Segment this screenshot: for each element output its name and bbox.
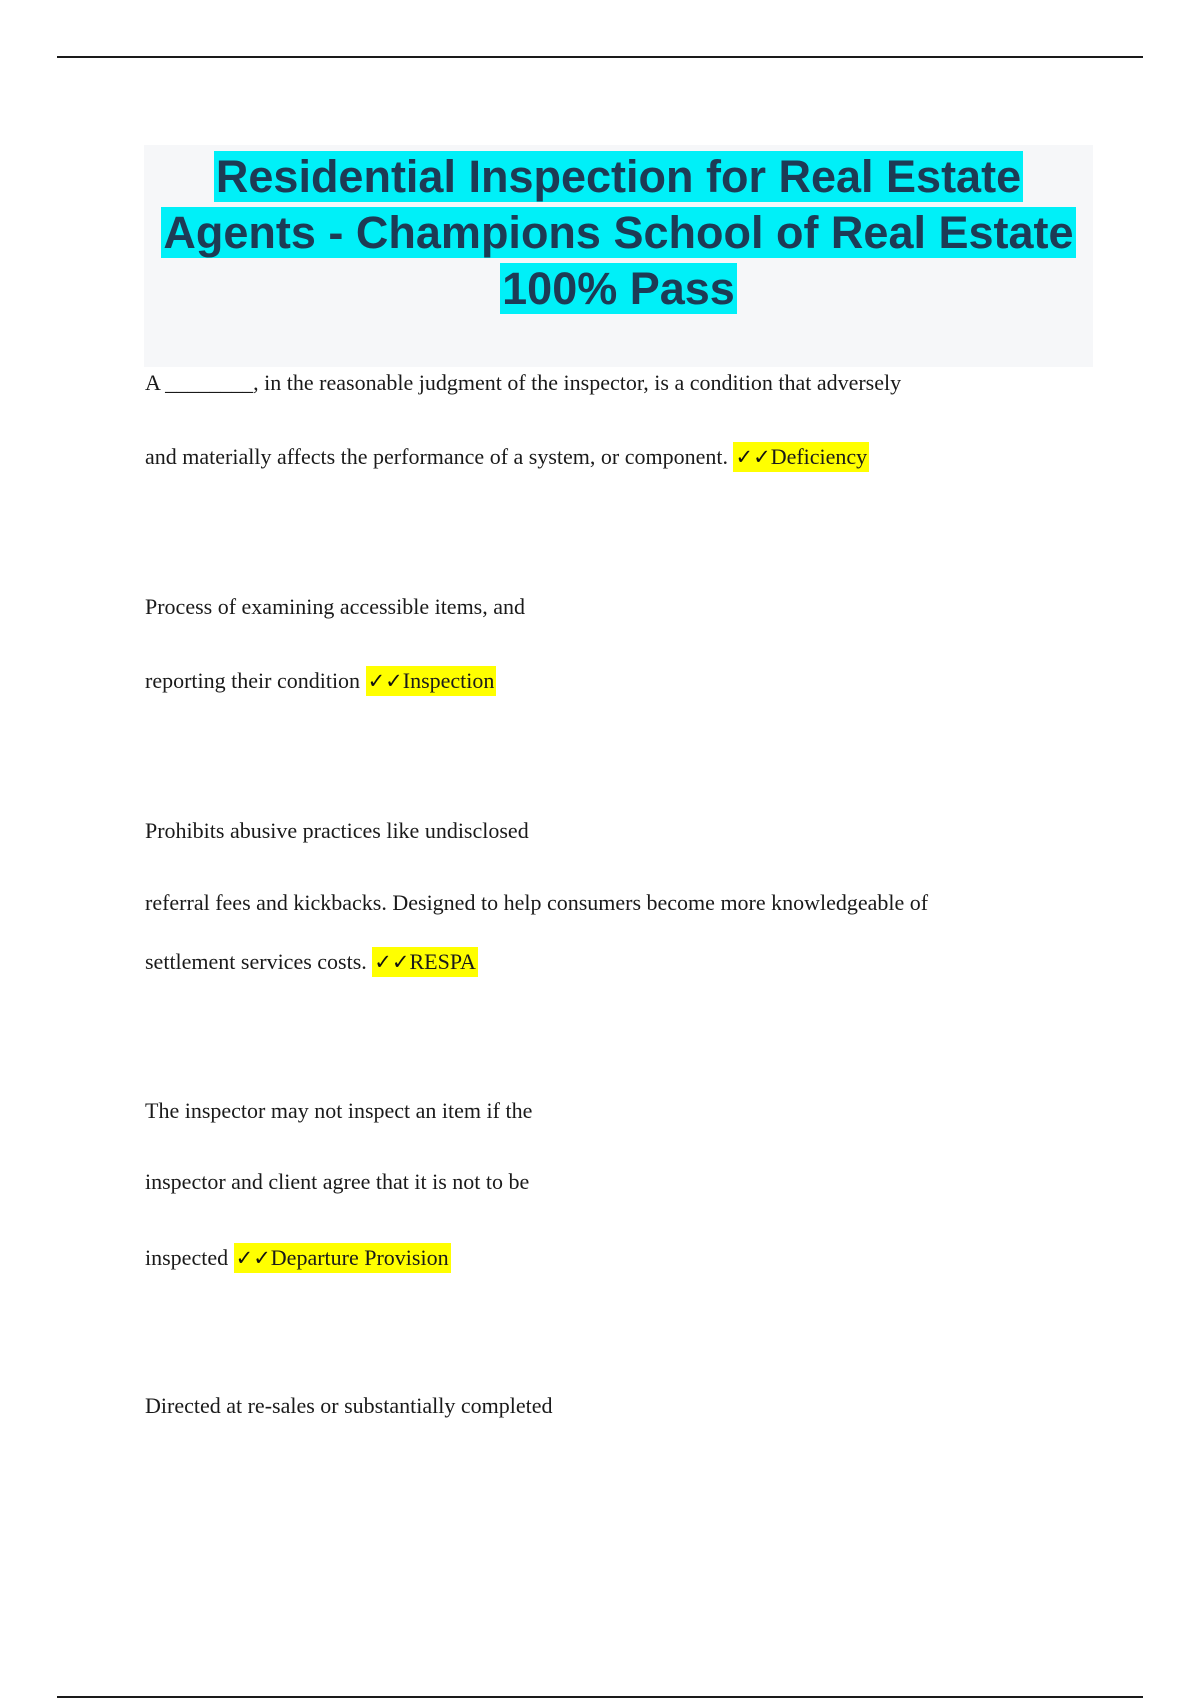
answer-text: RESPA [409, 949, 476, 974]
double-check-icon: ✓✓ [374, 950, 410, 974]
answer-departure-provision [234, 1243, 451, 1273]
answer-deficiency [733, 442, 869, 472]
document-title [144, 145, 1093, 317]
question-4-line-1: The inspector may not inspect an item if the [145, 1098, 533, 1123]
question-1-line-1: A ________, in the reasonable judgment of the inspector, is a condition that adversely [145, 370, 902, 395]
answer-text: Inspection [402, 668, 495, 693]
answer-text: Departure Provision [270, 1245, 449, 1270]
double-check-icon: ✓✓ [735, 445, 771, 469]
question-1-line-2 [145, 442, 869, 472]
title-text: Residential Inspection for Real Estate Agents - Champions School of Real Estate 100% Pass [163, 151, 1074, 314]
question-4-line-2: inspector and client agree that it is not to be [145, 1169, 530, 1194]
title-box [144, 145, 1093, 367]
question-5-line-1: Directed at re-sales or substantially completed [145, 1393, 553, 1418]
answer-inspection [366, 666, 497, 696]
answer-text: Deficiency [770, 444, 868, 469]
question-3-line-3-text: settlement services costs. [145, 949, 373, 974]
question-2-line-2-text: reporting their condition [145, 668, 366, 693]
bottom-rule [57, 1696, 1143, 1698]
top-rule [57, 56, 1143, 58]
double-check-icon: ✓✓ [235, 1246, 271, 1270]
question-4-line-3 [145, 1243, 451, 1273]
double-check-icon: ✓✓ [367, 669, 403, 693]
question-3-line-1: Prohibits abusive practices like undisclosed [145, 818, 529, 843]
question-4-line-3-text: inspected [145, 1245, 234, 1270]
question-1-line-2-text: and materially affects the performance of a system, or component. [145, 444, 734, 469]
question-2-line-2 [145, 666, 496, 696]
question-3-line-3 [145, 947, 478, 977]
question-2-line-1: Process of examining accessible items, and [145, 594, 526, 619]
answer-respa [372, 947, 478, 977]
question-3-line-2: referral fees and kickbacks. Designed to help consumers become more knowledgeable of [145, 890, 929, 915]
